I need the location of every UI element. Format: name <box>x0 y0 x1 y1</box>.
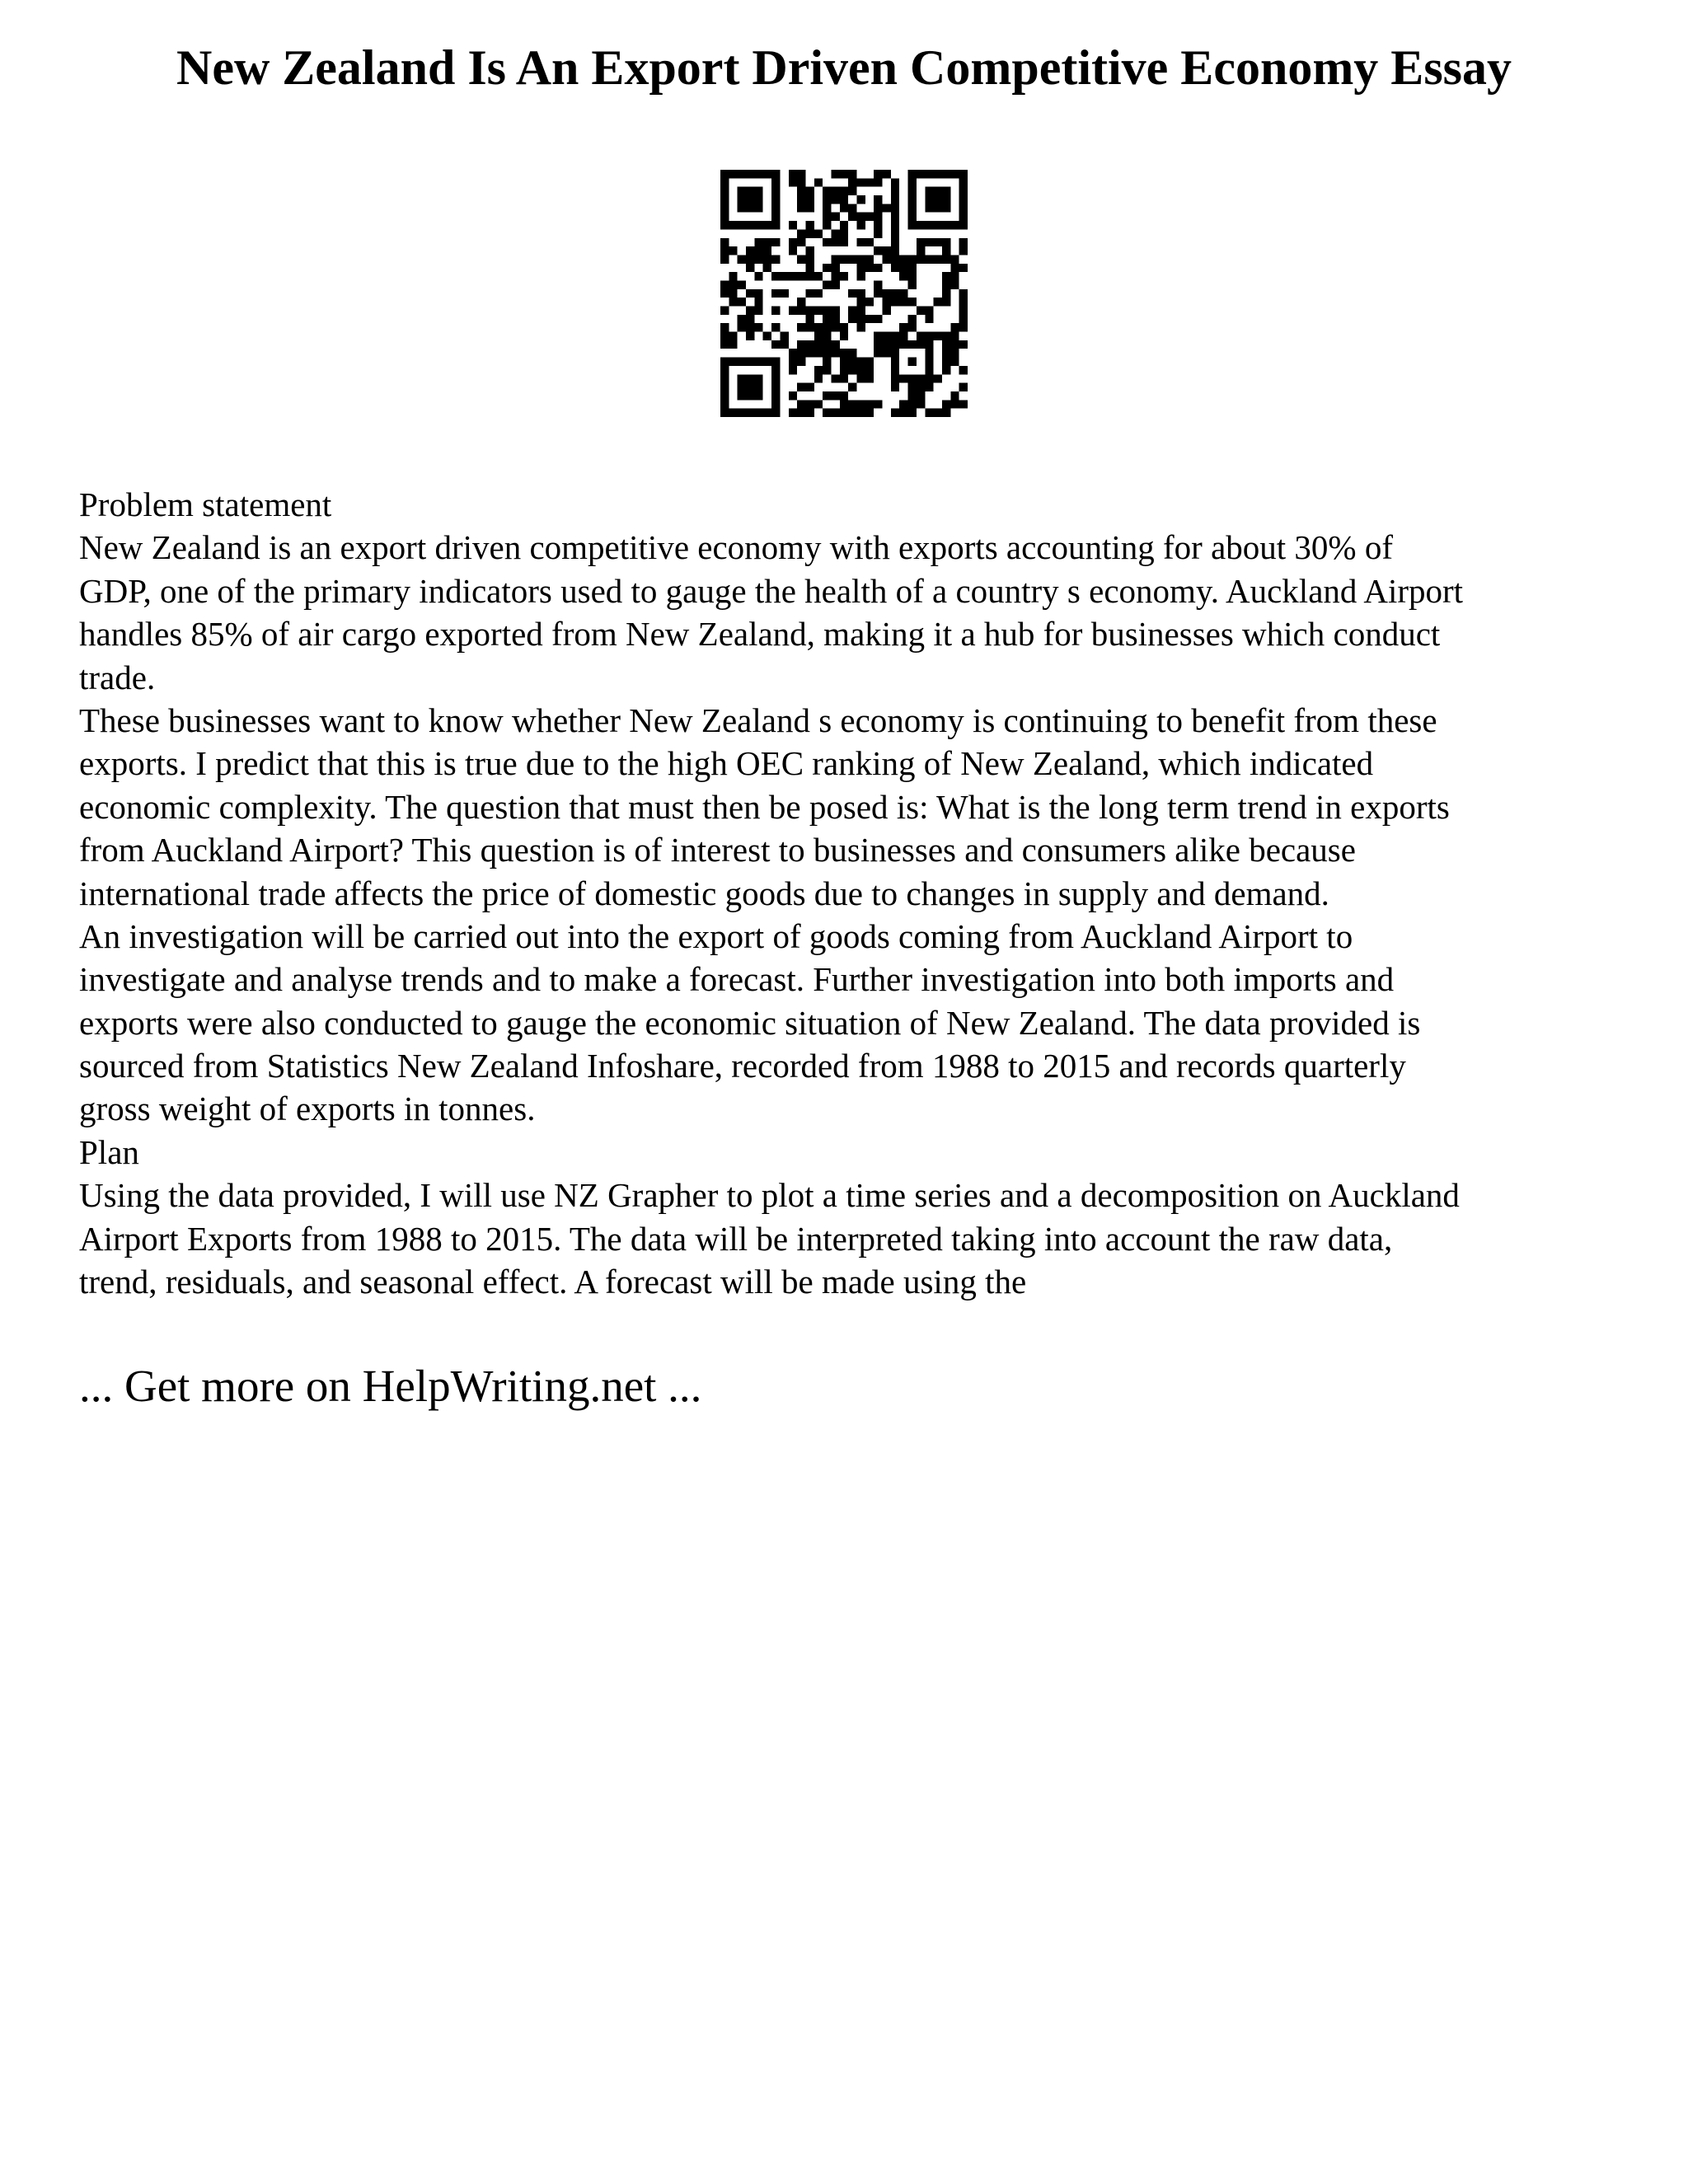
paragraph-line: These businesses want to know whether New Zealand s economy is continuing to benefit from these <box>79 701 1437 739</box>
paragraph-line: Using the data provided, I will use NZ Grapher to plot a time series and a decomposition on Auckland <box>79 1176 1460 1215</box>
paragraph-line: GDP, one of the primary indicators used to gauge the health of a country s economy. Auckland Airport <box>79 571 1464 610</box>
paragraph-line: economic complexity. The question that must then be posed is: What is the long term trend in exports <box>79 787 1450 826</box>
get-more-link[interactable]: ... Get more on HelpWriting.net ... <box>79 1361 702 1411</box>
paragraph-line: gross weight of exports in tonnes. <box>79 1090 536 1128</box>
paragraph-line: from Auckland Airport? This question is of interest to businesses and consumers alike because <box>79 831 1356 869</box>
qr-code-icon <box>720 170 968 417</box>
paragraph-line: New Zealand is an export driven competitive economy with exports accounting for about 30% of <box>79 528 1393 567</box>
paragraph-line: Airport Exports from 1988 to 2015. The data will be interpreted taking into account the raw data, <box>79 1219 1393 1258</box>
paragraph-line: international trade affects the price of domestic goods due to changes in supply and demand. <box>79 874 1329 912</box>
paragraph-line: investigate and analyse trends and to make a forecast. Further investigation into both imports and <box>79 960 1395 999</box>
paragraph-line: trade. <box>79 658 156 696</box>
paragraph-line: handles 85% of air cargo exported from New Zealand, making it a hub for businesses which conduct <box>79 615 1441 654</box>
section-heading-problem-statement: Problem statement <box>79 485 332 523</box>
section-heading-plan: Plan <box>79 1132 139 1171</box>
paragraph-line: An investigation will be carried out into the export of goods coming from Auckland Airport to <box>79 916 1353 955</box>
paragraph-line: sourced from Statistics New Zealand Infoshare, recorded from 1988 to 2015 and records quarterly <box>79 1047 1406 1085</box>
essay-body <box>79 483 1645 1303</box>
paragraph-line: exports. I predict that this is true due to the high OEC ranking of New Zealand, which indicated <box>79 744 1374 783</box>
document-title: New Zealand Is An Export Driven Competitive Economy Essay <box>176 40 1512 95</box>
paragraph-line: trend, residuals, and seasonal effect. A forecast will be made using the <box>79 1263 1027 1301</box>
paragraph-line: exports were also conducted to gauge the economic situation of New Zealand. The data provided is <box>79 1003 1421 1042</box>
